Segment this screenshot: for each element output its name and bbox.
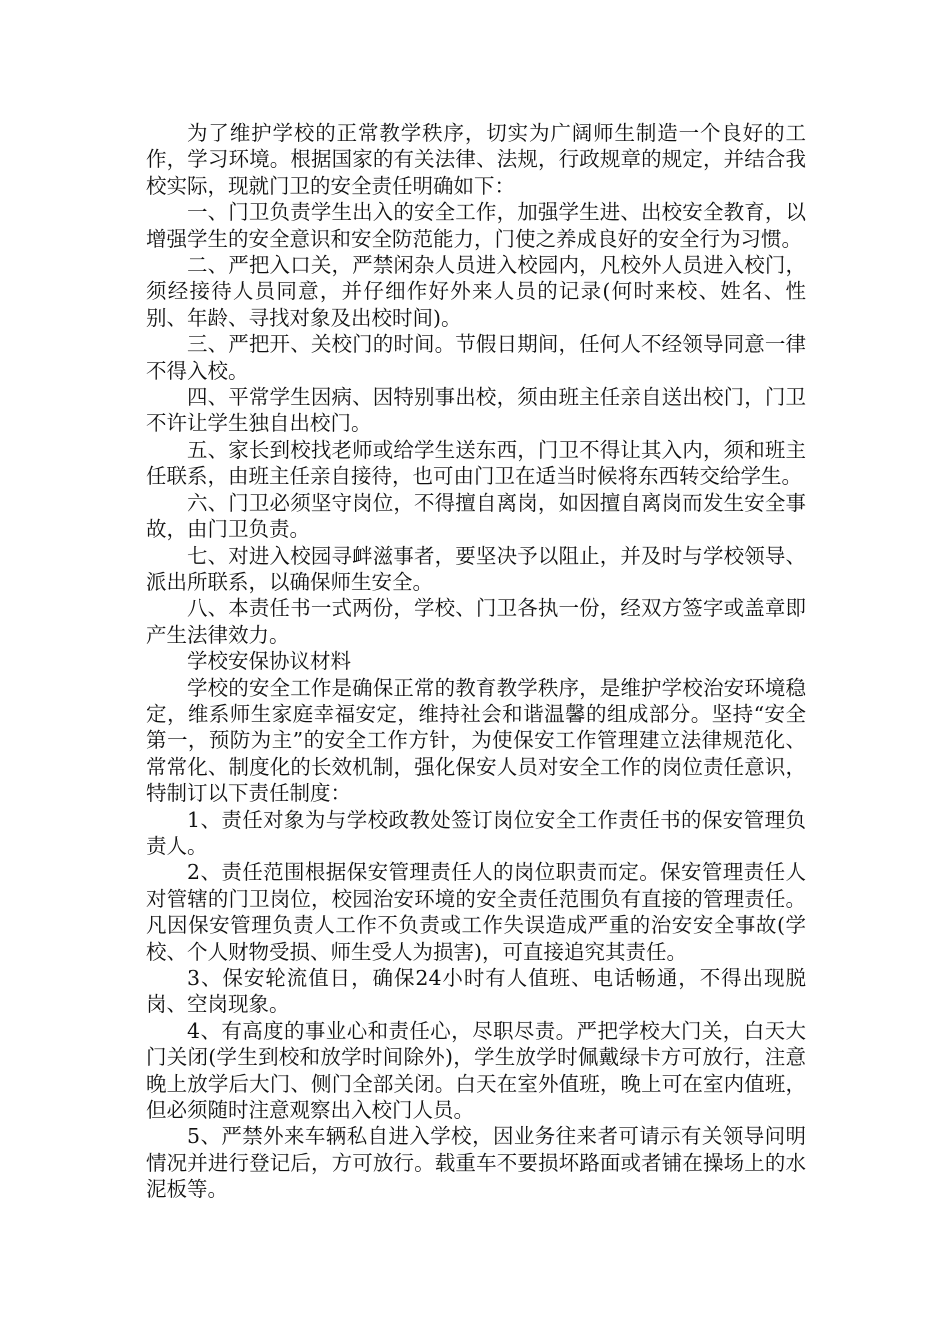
rule-5: 5、严禁外来车辆私自进入学校，因业务往来者可请示有关领导问明情况并进行登记后，方可放行。载重车不要损坏路面或者铺在操场上的水泥板等。	[146, 1124, 806, 1202]
clause-4: 四、平常学生因病、因特别事出校，须由班主任亲自送出校门，门卫不许让学生独自出校门。	[146, 385, 806, 436]
rule-4: 4、有高度的事业心和责任心，尽职尽责。严把学校大门关，白天大门关闭(学生到校和放学时间除外)，学生放学时佩戴绿卡方可放行，注意晚上放学后大门、侧门全部关闭。白天在室外值班，晚上可在室内值班，但必须随时注意观察出入校门人员。	[146, 1018, 806, 1123]
rule-1: 1、责任对象为与学校政教处签订岗位安全工作责任书的保安管理负责人。	[146, 807, 806, 858]
document-body	[146, 120, 806, 1203]
clause-3: 三、严把开、关校门的时间。节假日期间，任何人不经领导同意一律不得入校。	[146, 332, 806, 383]
section-intro-paragraph: 学校的安全工作是确保正常的教育教学秩序，是维护学校治安环境稳定，维系师生家庭幸福安定，维持社会和谐温馨的组成部分。坚持“安全第一，预防为主”的安全工作方针，为使保安工作管理建立法律规范化、常常化、制度化的长效机制，强化保安人员对安全工作的岗位责任意识，特制订以下责任制度：	[146, 675, 806, 806]
clause-6: 六、门卫必须坚守岗位，不得擅自离岗，如因擅自离岗而发生安全事故，由门卫负责。	[146, 490, 806, 542]
intro-paragraph: 为了维护学校的正常教学秩序，切实为广阔师生制造一个良好的工作，学习环境。根据国家的有关法律、法规，行政规章的规定，并结合我校实际，现就门卫的安全责任明确如下：	[146, 121, 806, 198]
clause-2: 二、严把入口关，严禁闲杂人员进入校园内，凡校外人员进入校门，须经接待人员同意，并仔细作好外来人员的记录(何时来校、姓名、性别、年龄、寻找对象及出校时间)。	[146, 253, 806, 330]
rule-3: 3、保安轮流值日，确保24小时有人值班、电话畅通，不得出现脱岗、空岗现象。	[146, 966, 806, 1017]
section-title: 学校安保协议材料	[187, 649, 351, 674]
clause-7: 七、对进入校园寻衅滋事者，要坚决予以阻止，并及时与学校领导、派出所联系，以确保师生安全。	[146, 543, 806, 594]
clause-5: 五、家长到校找老师或给学生送东西，门卫不得让其入内，须和班主任联系，由班主任亲自接待，也可由门卫在适当时候将东西转交给学生。	[146, 437, 806, 489]
clause-8: 八、本责任书一式两份，学校、门卫各执一份，经双方签字或盖章即产生法律效力。	[146, 596, 806, 647]
clause-1: 一、门卫负责学生出入的安全工作，加强学生进、出校安全教育，以增强学生的安全意识和安全防范能力，门使之养成良好的安全行为习惯。	[146, 200, 806, 251]
rule-2: 2、责任范围根据保安管理责任人的岗位职责而定。保安管理责任人对管辖的门卫岗位，校园治安环境的安全责任范围负有直接的管理责任。凡因保安管理负责人工作不负责或工作失误造成严重的治安安全事故(学校、个人财物受损、师生受人为损害)，可直接追究其责任。	[146, 860, 806, 964]
